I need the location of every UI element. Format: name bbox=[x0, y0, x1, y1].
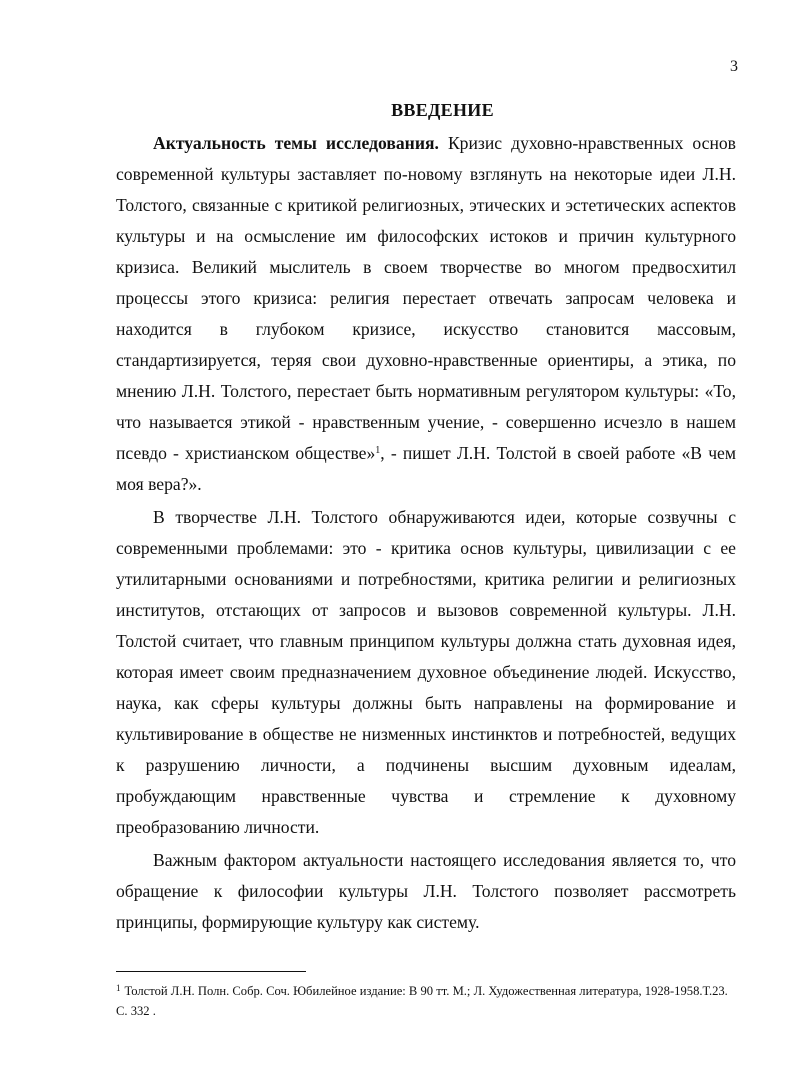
footnote-mark: 1 bbox=[116, 983, 121, 993]
footnote bbox=[116, 981, 738, 1021]
paragraph-lead: Актуальность темы исследования. bbox=[153, 133, 439, 153]
paragraph-text: Кризис духовно-нравственных основ современной культуры заставляет по-новому взглянуть на некоторые идеи Л.Н. Толстого, связанные с критикой религиозных, этических и эстетических аспектов культуры и на осмысление им философских истоков и причин культурного кризиса. Великий мыслитель в своем творчестве во многом предвосхитил процессы этого кризиса: религия перестает отвечать запросам человека и находится в глубоком кризисе, искусство становится массовым, стандартизируется, теряя свои духовно-нравственные ориентиры, а этика, по мнению Л.Н. Толстого, перестает быть нормативным регулятором культуры: «То, что называется этикой - нравственным учение, - совершенно исчезло в нашем псевдо - христианском обществе» bbox=[116, 133, 736, 463]
paragraph-relevance bbox=[116, 128, 736, 500]
document-body bbox=[116, 128, 736, 938]
section-title: ВВЕДЕНИЕ bbox=[391, 100, 494, 120]
page-number: 3 bbox=[730, 58, 738, 75]
paragraph-tolstoy-ideas: В творчестве Л.Н. Толстого обнаруживаются идеи, которые созвучны с современными проблемами: это - критика основ культуры, цивилизации с ее утилитарными основаниями и потребностями, критика религии и религиозных институтов, отстающих от запросов и вызовов современной культуры. Л.Н. Толстой считает, что главным принципом культуры должна стать духовная идея, которая имеет своим предназначением духовное объединение людей. Искусство, наука, как сферы культуры должны быть направлены на формирование и культивирование в обществе не низменных инстинктов и потребностей, ведущих к разрушению личности, а подчинены высшим духовным идеалам, пробуждающим нравственные чувства и стремление к духовному преобразованию личности. bbox=[116, 507, 736, 837]
footnote-reference[interactable]: 1 bbox=[375, 445, 381, 456]
footnote-separator bbox=[116, 971, 306, 972]
footnote-text: Толстой Л.Н. Полн. Собр. Соч. Юбилейное издание: В 90 тт. М.; Л. Художественная литература, 1928-1958.Т.23. С. 332 . bbox=[116, 984, 728, 1018]
paragraph-text: , - пишет Л.Н. Толстой в своей работе «В чем моя вера?». bbox=[116, 443, 736, 494]
paragraph-importance: Важным фактором актуальности настоящего исследования является то, что обращение к философии культуры Л.Н. Толстого позволяет рассмотреть принципы, формирующие культуру как систему. bbox=[116, 850, 736, 932]
